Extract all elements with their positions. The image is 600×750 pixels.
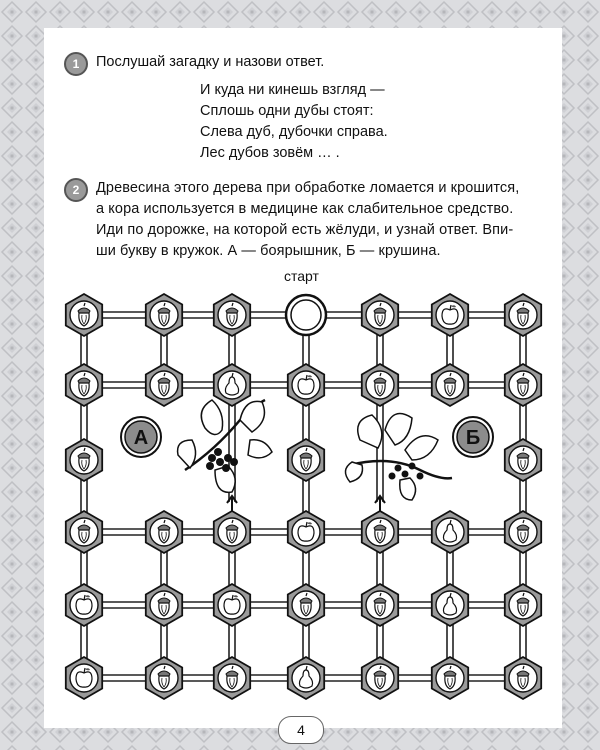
start-label: старт xyxy=(284,268,319,284)
poem-line: И куда ни кинешь взгляд — xyxy=(200,82,385,98)
task-2-line: ши букву в кружок. А — боярышник, Б — крушина. xyxy=(96,243,441,259)
task-2-line: Иди по дорожке, на которой есть жёлуди, и узнай ответ. Впи- xyxy=(96,222,514,238)
maze-node-apple[interactable] xyxy=(66,657,102,699)
letter-text: Б xyxy=(465,427,481,449)
maze-node-acorn[interactable] xyxy=(362,364,398,406)
maze-node-pear[interactable] xyxy=(432,511,468,553)
maze-node-acorn[interactable] xyxy=(362,657,398,699)
maze-node-acorn[interactable] xyxy=(146,584,182,626)
maze-node-acorn[interactable] xyxy=(288,584,324,626)
buckthorn-branch-image xyxy=(345,414,452,500)
maze-node-acorn[interactable] xyxy=(66,294,102,336)
task-1-number: 1 xyxy=(64,52,88,76)
maze-node-apple[interactable] xyxy=(288,511,324,553)
maze-node-acorn[interactable] xyxy=(214,294,250,336)
maze-node-acorn[interactable] xyxy=(66,511,102,553)
maze-node-acorn[interactable] xyxy=(505,364,541,406)
maze-node-acorn[interactable] xyxy=(505,294,541,336)
maze-node-acorn[interactable] xyxy=(432,657,468,699)
maze-node-acorn[interactable] xyxy=(362,294,398,336)
task-2-line: Древесина этого дерева при обработке ломается и крошится, xyxy=(96,180,520,196)
maze-node-acorn[interactable] xyxy=(146,364,182,406)
maze-node-acorn[interactable] xyxy=(146,657,182,699)
letter-text: А xyxy=(133,427,149,449)
maze-node-acorn[interactable] xyxy=(146,511,182,553)
maze-node-pear[interactable] xyxy=(214,364,250,406)
maze-node-acorn[interactable] xyxy=(214,511,250,553)
maze-node-acorn[interactable] xyxy=(66,439,102,481)
poem-line: Слева дуб, дубочки справа. xyxy=(200,124,388,140)
maze-node-acorn[interactable] xyxy=(288,439,324,481)
maze-node-apple[interactable] xyxy=(66,584,102,626)
maze-node-acorn[interactable] xyxy=(505,584,541,626)
answer-letter-a xyxy=(121,417,161,457)
maze-node-acorn[interactable] xyxy=(432,364,468,406)
maze-node-pear[interactable] xyxy=(288,657,324,699)
poem-line: Лес дубов зовём … . xyxy=(200,145,340,161)
maze-node-apple[interactable] xyxy=(432,294,468,336)
maze-node-acorn[interactable] xyxy=(362,584,398,626)
page-number: 4 xyxy=(278,716,324,744)
answer-letter-b xyxy=(453,417,493,457)
maze-node-acorn[interactable] xyxy=(66,364,102,406)
poem-line: Сплошь одни дубы стоят: xyxy=(200,103,374,119)
task-2-number: 2 xyxy=(64,178,88,202)
task-1-instruction: Послушай загадку и назови ответ. xyxy=(96,54,325,70)
maze-node-acorn[interactable] xyxy=(362,511,398,553)
task-2-line: а кора используется в медицине как слабительное средство. xyxy=(96,201,514,217)
maze-node-acorn[interactable] xyxy=(214,657,250,699)
start-circle[interactable] xyxy=(286,295,326,335)
maze-node-apple[interactable] xyxy=(288,364,324,406)
maze-node-pear[interactable] xyxy=(432,584,468,626)
maze-node-acorn[interactable] xyxy=(505,657,541,699)
maze-node-acorn[interactable] xyxy=(505,439,541,481)
maze-node-apple[interactable] xyxy=(214,584,250,626)
maze-node-acorn[interactable] xyxy=(505,511,541,553)
hawthorn-branch-image xyxy=(178,400,272,492)
maze-node-acorn[interactable] xyxy=(146,294,182,336)
